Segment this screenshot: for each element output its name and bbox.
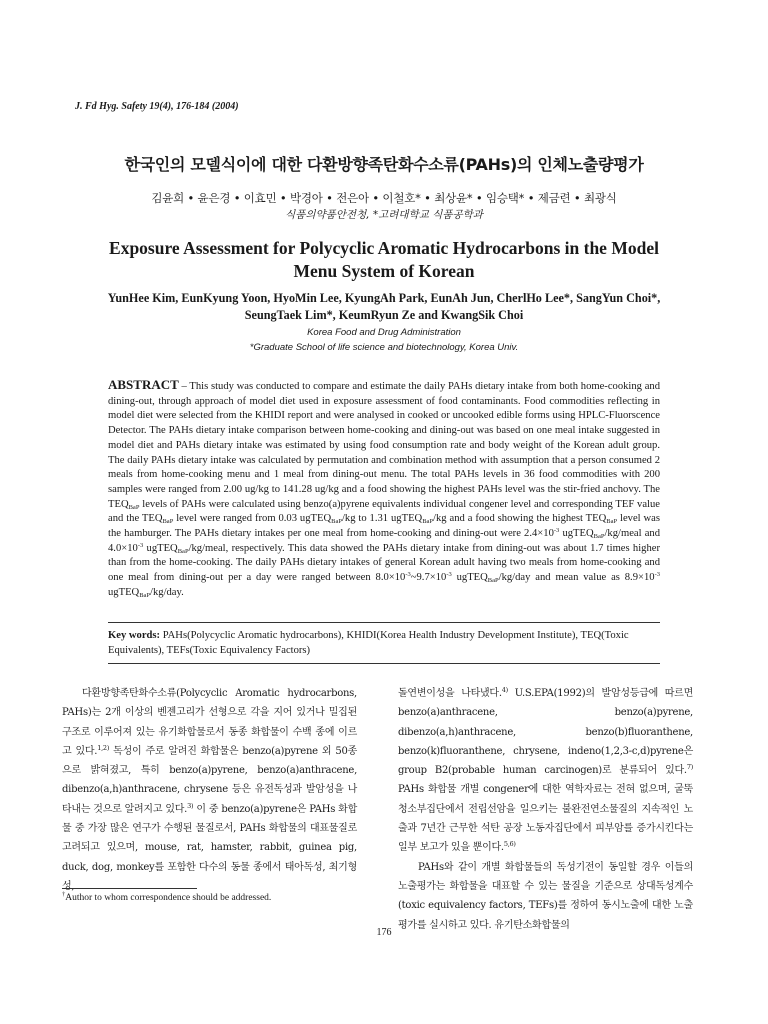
affiliation-korea-univ: *Graduate School of life science and biotechnology, Korea Univ.: [249, 342, 519, 353]
body-paragraph: PAHs와 같이 개별 화합물들의 독성기전이 동일할 경우 이들의 노출평가는 화합물을 대표할 수 있는 물질을 기준으로 상대독성계수(toxic equivalency factors, TEFs)를 정하여 동시노출에 대한 노출평가를 실시하고 있다. 유기탄소화합물의: [398, 861, 693, 931]
korean-title: 한국인의 모델식이에 대한 다환방향족탄화수소류(PAHs)의 인체노출량평가: [124, 155, 644, 174]
korean-authors: 김윤희 • 윤은경 • 이효민 • 박경아 • 전은아 • 이철호* • 최상윤* • 임승택* • 제금련 • 최광식: [151, 191, 617, 205]
keywords-label: Key words:: [108, 630, 161, 641]
page-number: 176: [376, 927, 392, 938]
affiliation-kfda: Korea Food and Drug Administration: [307, 327, 461, 338]
english-affiliations: [0, 325, 768, 355]
journal-citation: J. Fd Hyg. Safety 19(4), 176-184 (2004): [75, 101, 239, 112]
keywords-rule-bottom: [108, 663, 660, 664]
body-paragraph: 돌연변이성을 나타냈다.$^{4)}$ U.S.EPA(1992)의 발암성등급에 따르면 benzo(a)anthracene, benzo(a)pyrene, dibenzo(a,h)anthracene, benzo(b)fluoranthene, benzo(k)fluoranthene, chrysene, indeno(1,2,3-c,d)pyrene은 group B2(probable human carcinogen)로 분류되어 있다.$^{7)}$ PAHs 화합물 개별 congener에 대한 역학자료는 전혀 없으며, 굴뚝청소부집단에서 전립선암을 일으키는 불완전연소물질의 지속적인 노출과 7년간 근무한 석탄 공장 노동자집단에서 피부암를 증가시킨다는 일부 보고가 있을 뿐이다.$^{5,6)}$: [398, 686, 693, 854]
korean-affiliation: 식품의약품안전청, *고려대학교 식품공학과: [285, 209, 483, 221]
body-right-column: [398, 684, 693, 935]
body-left-column: [62, 684, 357, 896]
footnote: †Author to whom correspondence should be addressed.: [62, 891, 272, 903]
english-authors: YunHee Kim, EunKyung Yoon, HyoMin Lee, KyungAh Park, EunAh Jun, CherlHo Lee*, SangYun Choi*, SeungTaek Lim*, KeumRyun Ze and KwangSik Choi: [107, 291, 661, 322]
abstract-label: ABSTRACT: [108, 377, 179, 392]
keywords-rule-top: [108, 622, 660, 623]
abstract: ABSTRACT – This study was conducted to compare and estimate the daily PAHs dietary intake from both home-cooking and dining-out, through approach of model diet used in exposure assessment of food contaminants. Food commodities reflecting in model diet were selected from the KHIDI report and were analysed in cooked or uncooked edible forms using HPLC-Fluorscence Detector. The PAHs dietary intake comparison between home-cooking and dining-out was based on one meal intake suggested in model diet and PAHs dietary intake was estimated by using food consumption rate and body weight of the Korean adult group. The daily PAHs dietary intake was calculated by permutation and combination method with assumption that a person consumed 2 meals from home-cooking menu and 1 meal from dining-out menu. The total PAHs levels in 36 food commodities with 200 samples were ranged from 2.00 ug/kg to 141.28 ug/kg and a food showing the highest PAHs level was the stir-fried anchovy. The $TEQ_{BaP}$ levels of PAHs were calculated using benzo(a)pyrene equivalents individual congener level and corresponding TEF value and the $TEQ_{BaP}$ level were ranged from 0.03 ugTEQ$_{BaP}$/kg to 1.31 ugTEQ$_{BaP}$/kg and a food showing the highest $TEQ_{BaP}$ level was the hamburger. The PAHs dietary intakes per one meal from home-cooking and dining-out were $2.4\times 10^{-3}$ ugTEQ$_{BaP}$/kg/meal and $4.0\times 10^{-3}$ ugTEQ$_{BaP}$/kg/meal, respectively. This data showed the PAHs dietary intake from dining-out was about 1.7 times higher than from the home-cooking. The daily PAHs dietary intakes of general Korean adult having two meals from home-cooking and one meal from dining-out per a day were ranged between $8.0\times 10^{-3}\sim 9.7\times 10^{-3}$ ugTEQ$_{BaP}$/kg/day and mean value as $8.9\times 10^{-3}$ ugTEQ$_{BaP}$/kg/day.: [108, 377, 661, 599]
body-paragraph: 다환방향족탄화수소류(Polycyclic Aromatic hydrocarbons, PAHs)는 2개 이상의 벤젠고리가 선형으로 각을 지어 있거나 밀집된 구조로 이루어져 있는 유기화합물로서 동종 화합물이 수백 종에 이르고 있다.$^{1,2)}$ 독성이 주로 알려진 화합물은 benzo(a)pyrene 외 50종으로 밝혀졌고, 특히 benzo(a)pyrene, benzo(a)anthracene, dibenzo(a,h)anthracene, chrysene 등은 유전독성과 발암성을 나타내는 것으로 알려지고 있다.$^{3)}$ 이 중 benzo(a)pyrene은 PAHs 화합물 중 가장 많은 연구가 수행된 물질로서, PAHs 화합물의 대표물질로 고려되고 있으며, mouse, rat, hamster, rabbit, guinea pig, duck, dog, monkey를 포함한 다수의 동물 종에서 태아독성, 최기형성,: [62, 688, 358, 892]
keywords-text: PAHs(Polycyclic Aromatic hydrocarbons), KHIDI(Korea Health Industry Development Institute), TEQ(Toxic Equivalents), TEFs(Toxic Equivalency Factors): [108, 630, 629, 656]
keywords: [108, 628, 660, 658]
footnote-rule: [62, 888, 197, 889]
english-title: Exposure Assessment for Polycyclic Aromatic Hydrocarbons in the Model Menu System of Korean: [109, 238, 659, 281]
